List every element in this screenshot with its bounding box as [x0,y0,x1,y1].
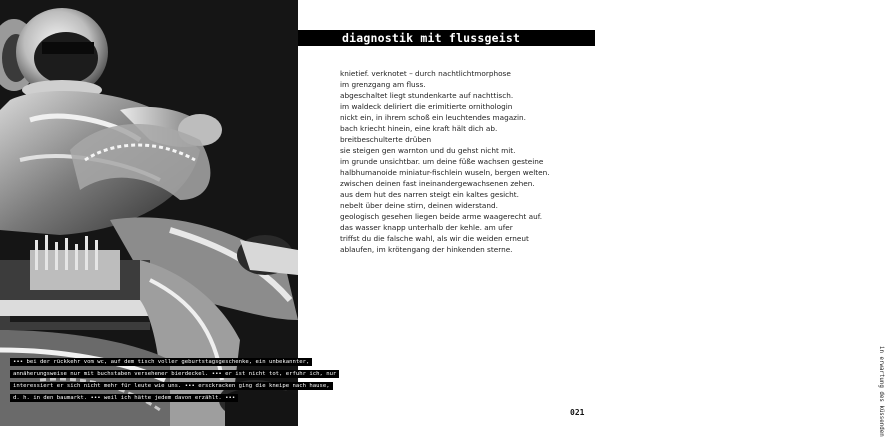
poem-line: sie steigen gen warnton und du gehst nicht mit. [340,146,516,156]
poem-line: zwischen deinen fast ineinandergewachsenen zehen. [340,179,535,189]
poem-line: im grenzgang am fluss. [340,80,426,90]
title-bar [298,30,595,46]
page-number: 021 [570,408,585,417]
footnote-line [10,353,546,363]
poem-line: breitbeschulterte drüben [340,135,432,145]
poem-line: knietief. verknotet – durch nachtlichtmorphose [340,69,511,78]
poem-line: halbhumanoide miniatur-fischlein wuseln, bergen welten. [340,168,550,178]
poem-title: diagnostik mit flussgeist [342,31,521,45]
running-head-text: in erwartung des küssenden [878,346,884,437]
poem-line: nebelt über deine stirn, deinen widerstand. [340,201,498,211]
running-head-vertical [875,346,885,437]
poem-line: das wasser knapp unterhalb der kehle. am ufer [340,223,513,233]
footnote-text: d. h. in den baumarkt. ••• weil ich hätte jedem davon erzählt. ••• [10,394,238,402]
poem-line: abgeschaltet liegt stundenkarte auf nachttisch. [340,91,514,101]
poem-line: im waldeck deliriert die erimitierte ornithologin [340,102,513,112]
poem-line: aus dem hut des narren steigt ein kaltes gesicht. [340,190,519,200]
poem-line: bach kriecht hinein, eine kraft hält dich ab. [340,124,498,134]
poem-line: nickt ein, in ihrem schoß ein leuchtendes magazin. [340,113,526,123]
footnote-block [10,353,546,401]
poem-body [340,68,560,255]
poem-line: im grunde unsichtbar. um deine füße wachsen gesteine [340,157,544,167]
footnote-text: annäherungsweise nur mit buchstaben versehener bierdeckel. ••• er ist nicht tot, erfuhr ich, nur [10,370,339,378]
poem-line: geologisch gesehen liegen beide arme waagerecht auf. [340,212,543,222]
footnote-text: interessiert er sich nicht mehr für leute wie uns. ••• ersckracken ging die kneipe nach hause, [10,382,333,390]
footnote-text: ••• bei der rückkehr vom wc, auf dem tisch voller geburtstagsgeschenke, ein unbekannter, [10,358,312,366]
poem-line: ablaufen, im krötengang der hinkenden sterne. [340,245,513,255]
poem-line: triffst du die falsche wahl, als wir die weiden erneut [340,234,529,244]
footnote-line [10,377,546,387]
footnote-line [10,365,546,375]
footnote-line [10,389,546,399]
